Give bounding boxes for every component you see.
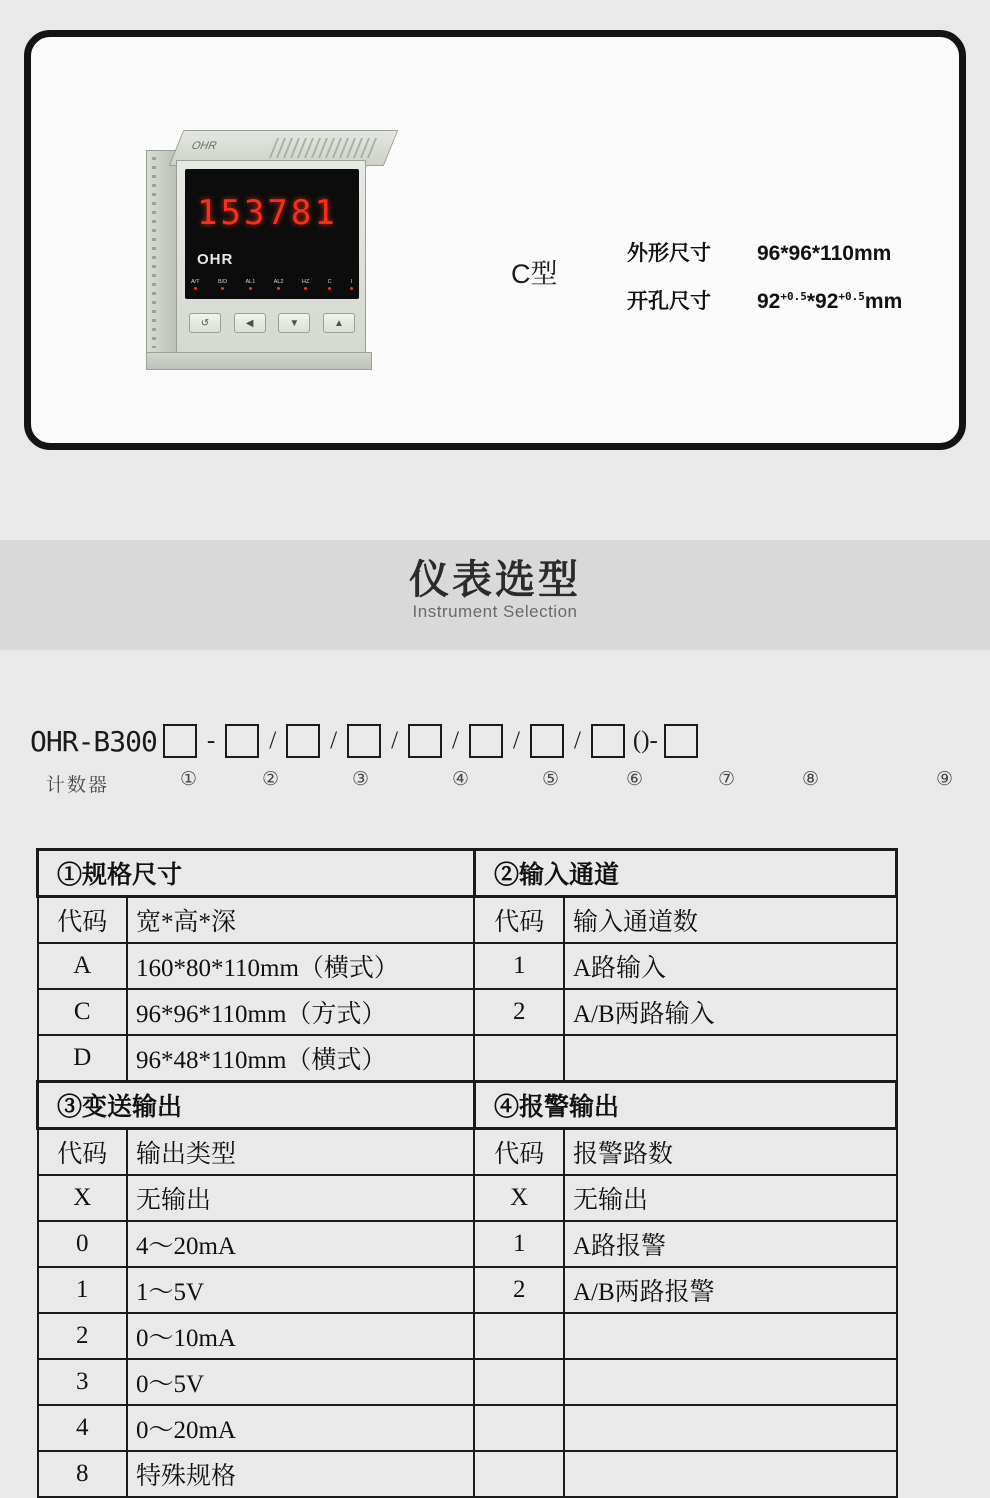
col-head-code-3: 代码 xyxy=(38,1129,127,1176)
cell-code xyxy=(474,1451,563,1497)
cell-code: 2 xyxy=(38,1313,127,1359)
cell-code: 4 xyxy=(38,1405,127,1451)
section-banner xyxy=(0,540,990,650)
instrument-selection-table xyxy=(36,848,898,1498)
device-button-left[interactable]: ◀ xyxy=(234,313,266,333)
device-button-row xyxy=(189,313,355,333)
cell-code: 1 xyxy=(474,943,563,989)
device-button-up[interactable]: ▲ xyxy=(323,313,355,333)
led-label: I xyxy=(350,279,353,285)
table-row xyxy=(38,1359,897,1405)
cell-desc xyxy=(564,1359,897,1405)
model-marker-3: ③ xyxy=(352,769,370,790)
cell-code: 2 xyxy=(474,989,563,1035)
model-prefix-cn: 计数器 xyxy=(46,775,110,796)
cell-desc: A路输入 xyxy=(564,943,897,989)
model-marker-9: ⑨ xyxy=(936,769,954,790)
cell-code: X xyxy=(38,1175,127,1221)
led-indicator xyxy=(328,279,332,290)
spec-value: 96*96*110mm xyxy=(757,242,892,265)
spec-label: 开孔尺寸 xyxy=(627,290,711,313)
led-indicator xyxy=(274,279,284,290)
led-label: AL2 xyxy=(273,279,284,285)
cell-desc: 0～10mA xyxy=(127,1313,475,1359)
model-marker-8: ⑧ xyxy=(802,769,820,790)
led-label: AL1 xyxy=(245,279,256,285)
model-code-line xyxy=(30,724,704,758)
model-paren-dash: ()- xyxy=(632,727,658,754)
device-display-screen xyxy=(185,169,359,299)
cell-code: 1 xyxy=(474,1221,563,1267)
device-button-down[interactable]: ▼ xyxy=(278,313,310,333)
led-dot xyxy=(277,287,280,290)
cell-desc: A/B两路报警 xyxy=(564,1267,897,1313)
spec-row-outer-dimension xyxy=(627,237,902,267)
device-button-reset[interactable]: ↺ xyxy=(189,313,221,333)
table-row xyxy=(38,1267,897,1313)
col-head-code-2: 代码 xyxy=(474,897,563,944)
cell-code xyxy=(474,1313,563,1359)
led-indicator xyxy=(191,279,200,290)
model-separator-slash: / xyxy=(513,727,520,754)
model-marker-4: ④ xyxy=(452,769,470,790)
cell-desc: 无输出 xyxy=(127,1175,475,1221)
cell-code: C xyxy=(38,989,127,1035)
cell-code: X xyxy=(474,1175,563,1221)
model-slot-2[interactable] xyxy=(225,724,259,758)
led-indicator-row xyxy=(191,279,353,290)
cutout-tolerance-2: +0.5 xyxy=(838,290,865,303)
model-slot-9[interactable] xyxy=(664,724,698,758)
device-illustration xyxy=(146,122,446,372)
col-head-code-4: 代码 xyxy=(474,1129,563,1176)
cutout-unit: mm xyxy=(864,290,903,313)
cell-desc xyxy=(564,1035,897,1082)
col-head-desc-3: 输出类型 xyxy=(127,1129,475,1176)
col-head-desc-4: 报警路数 xyxy=(564,1129,897,1176)
cell-desc: A路报警 xyxy=(564,1221,897,1267)
col-head-code-1: 代码 xyxy=(38,897,127,944)
cell-desc xyxy=(564,1313,897,1359)
model-marker-1: ① xyxy=(180,769,198,790)
led-label: B/D xyxy=(217,279,228,285)
device-type-label: C型 xyxy=(511,259,558,289)
cell-code: D xyxy=(38,1035,127,1082)
led-label: A/T xyxy=(191,279,200,285)
model-separator-slash: / xyxy=(330,727,338,754)
cell-desc: 0～5V xyxy=(127,1359,475,1405)
table-row xyxy=(38,1221,897,1267)
table-header-size: ①规格尺寸 xyxy=(38,850,475,897)
cutout-tolerance-1: +0.5 xyxy=(780,290,807,303)
cell-desc: 0～20mA xyxy=(127,1405,475,1451)
table-header-alarm-output: ④报警输出 xyxy=(474,1082,896,1129)
led-dot xyxy=(194,287,197,290)
device-vents xyxy=(269,138,382,158)
cell-code: 8 xyxy=(38,1451,127,1497)
cell-code xyxy=(474,1035,563,1082)
cell-desc: 无输出 xyxy=(564,1175,897,1221)
display-digits: 153781 xyxy=(197,193,338,233)
led-dot xyxy=(328,287,331,290)
table-row xyxy=(38,1175,897,1221)
model-marker-5: ⑤ xyxy=(542,769,560,790)
model-prefix: OHR-B300 xyxy=(30,724,157,758)
spec-row-cutout-dimension xyxy=(627,285,902,315)
table-row xyxy=(38,897,897,944)
cell-desc xyxy=(564,1405,897,1451)
model-separator-dash: - xyxy=(206,727,216,754)
model-slot-8[interactable] xyxy=(591,724,625,758)
table-row xyxy=(38,1129,897,1176)
model-marker-2: ② xyxy=(262,769,280,790)
cell-desc: 160*80*110mm（横式） xyxy=(127,943,475,989)
model-marker-6: ⑥ xyxy=(626,769,644,790)
table-header-input-channel: ②输入通道 xyxy=(474,850,896,897)
table-row xyxy=(38,989,897,1035)
model-marker-7: ⑦ xyxy=(718,769,736,790)
model-marker-row xyxy=(30,768,960,796)
section-title-cn: 仪表选型 xyxy=(409,558,581,602)
led-dot xyxy=(304,287,307,290)
led-dot xyxy=(350,287,353,290)
cell-desc xyxy=(564,1451,897,1497)
led-indicator xyxy=(218,279,227,290)
col-head-desc-1: 宽*高*深 xyxy=(127,897,475,944)
section-title-en: Instrument Selection xyxy=(412,602,578,621)
col-head-desc-2: 输入通道数 xyxy=(564,897,897,944)
led-dot xyxy=(249,287,252,290)
led-dot xyxy=(221,287,224,290)
spec-label: 外形尺寸 xyxy=(627,242,711,265)
led-indicator xyxy=(246,279,256,290)
device-brand-label: OHR xyxy=(197,251,234,268)
cell-desc: 96*48*110mm（横式） xyxy=(127,1035,475,1082)
cutout-base-1: 92 xyxy=(757,290,781,313)
table-header-transmit-output: ③变送输出 xyxy=(38,1082,475,1129)
table-row xyxy=(38,850,897,897)
table-row xyxy=(38,1405,897,1451)
device-spec-list xyxy=(627,237,902,333)
table-row xyxy=(38,1451,897,1497)
cell-desc: A/B两路输入 xyxy=(564,989,897,1035)
model-slot-5[interactable] xyxy=(408,724,442,758)
model-slot-6[interactable] xyxy=(469,724,503,758)
cutout-base-2: *92 xyxy=(806,290,839,313)
led-label: C xyxy=(327,279,332,285)
model-slot-7[interactable] xyxy=(530,724,564,758)
cell-desc: 96*96*110mm（方式） xyxy=(127,989,475,1035)
cell-desc: 4～20mA xyxy=(127,1221,475,1267)
cell-code: 1 xyxy=(38,1267,127,1313)
led-indicator xyxy=(350,279,353,290)
cell-code: 0 xyxy=(38,1221,127,1267)
model-separator-slash: / xyxy=(573,727,581,754)
device-front-panel xyxy=(176,160,366,360)
device-top-logo: OHR xyxy=(189,140,219,152)
table-row xyxy=(38,1082,897,1129)
model-separator-slash: / xyxy=(269,727,277,754)
cell-desc: 特殊规格 xyxy=(127,1451,475,1497)
table-row xyxy=(38,1313,897,1359)
table-row xyxy=(38,1035,897,1082)
cell-code: 2 xyxy=(474,1267,563,1313)
cell-code: A xyxy=(38,943,127,989)
cell-desc: 1～5V xyxy=(127,1267,475,1313)
model-separator-slash: / xyxy=(391,727,399,754)
cell-code: 3 xyxy=(38,1359,127,1405)
led-indicator xyxy=(302,279,309,290)
cell-code xyxy=(474,1405,563,1451)
product-photo-panel xyxy=(24,30,966,450)
model-slot-4[interactable] xyxy=(347,724,381,758)
spec-value xyxy=(757,290,902,314)
device-base xyxy=(146,352,372,370)
table-row xyxy=(38,943,897,989)
led-label: HZ xyxy=(301,279,310,285)
model-slot-1[interactable] xyxy=(163,724,197,758)
cell-code xyxy=(474,1359,563,1405)
model-separator-slash: / xyxy=(452,727,459,754)
model-slot-3[interactable] xyxy=(286,724,320,758)
